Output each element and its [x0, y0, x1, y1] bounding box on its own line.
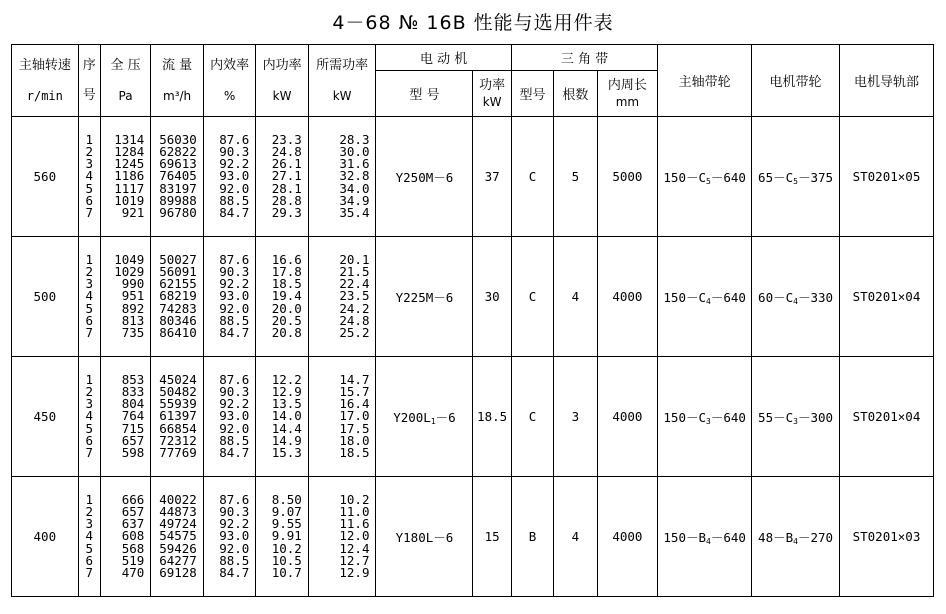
eff-value: 88.5 [219, 552, 250, 568]
reqpower-value: 34.0 [339, 180, 370, 196]
header-belt-type: 型号 [511, 71, 553, 117]
pressure-value: 637 [121, 516, 145, 532]
inpower-value: 14.9 [271, 432, 302, 448]
motor-model-text: Y225M－6 [395, 289, 454, 305]
motor-model-subscript: 1 [430, 416, 436, 426]
motor-model-cell [376, 357, 473, 477]
inpower-value: 20.0 [271, 300, 302, 316]
header-row-1 [12, 45, 934, 71]
seq-list [78, 477, 100, 597]
flow-value: 50027 [159, 251, 197, 267]
seq-value: 1 [85, 251, 93, 267]
inpower-value: 9.07 [271, 503, 302, 519]
seq-value: 4 [85, 528, 93, 544]
reqpower-value: 17.0 [339, 408, 370, 424]
motor-model-cell [376, 477, 473, 597]
reqpower-value: 10.2 [339, 491, 370, 507]
inpower-value: 9.91 [271, 528, 302, 544]
inpower-value: 18.5 [271, 276, 302, 292]
flow-value: 80346 [159, 312, 197, 328]
reqpower-value: 32.8 [339, 168, 370, 184]
seq-value: 3 [85, 396, 93, 412]
main-pulley-tail-text: －640 [710, 529, 746, 545]
eff-value: 84.7 [219, 325, 250, 340]
flow-value: 40022 [159, 491, 197, 507]
main-pulley-cell [658, 237, 752, 357]
pressure-value: 657 [121, 503, 145, 519]
eff-value: 90.3 [219, 503, 250, 519]
flow-value: 96780 [159, 205, 197, 220]
motor-power-cell: 37 [473, 117, 511, 237]
belt-count-cell: 5 [554, 117, 597, 237]
flow-value: 89988 [159, 192, 197, 208]
belt-length-cell: 4000 [597, 237, 658, 357]
seq-value: 3 [85, 156, 93, 172]
seq-value: 7 [85, 325, 93, 340]
header-rail: 电机导轨部 [839, 45, 933, 117]
seq-value: 5 [85, 420, 93, 436]
flow-value: 54575 [159, 528, 197, 544]
eff-value: 92.2 [219, 396, 250, 412]
eff-value: 92.0 [219, 540, 250, 556]
reqpower-value: 25.2 [339, 325, 370, 340]
flow-list [151, 117, 204, 237]
reqpower-value: 28.3 [339, 131, 370, 147]
pressure-value: 519 [121, 552, 145, 568]
table-row [12, 117, 934, 237]
speed-cell: 450 [12, 357, 79, 477]
inpower-value: 15.3 [271, 445, 302, 460]
motor-pulley-cell [752, 237, 840, 357]
main-pulley-tail-text: －640 [710, 169, 746, 185]
seq-value: 2 [85, 383, 93, 399]
inpower-value: 26.1 [271, 156, 302, 172]
flow-value: 61397 [159, 408, 197, 424]
inpower-value: 10.7 [271, 565, 302, 580]
pressure-value: 1117 [114, 180, 145, 196]
reqpower-value: 12.4 [339, 540, 370, 556]
main-pulley-sub-text: 4 [706, 536, 711, 546]
seq-list [78, 357, 100, 477]
inpower-value: 20.5 [271, 312, 302, 328]
inpower-value: 20.8 [271, 325, 302, 340]
header-motor-pulley: 电机带轮 [752, 45, 840, 117]
main-pulley-text: 150－B [663, 529, 707, 545]
motor-pulley-sub-text: 3 [793, 416, 798, 426]
flow-value: 49724 [159, 516, 197, 532]
reqpower-value: 12.9 [339, 565, 370, 580]
motor-pulley-text: 60－C [758, 289, 794, 305]
eff-value: 87.6 [219, 251, 250, 267]
reqpower-value: 18.5 [339, 445, 370, 460]
eff-value: 88.5 [219, 312, 250, 328]
reqpower-value: 20.1 [339, 251, 370, 267]
reqpower-value: 12.0 [339, 528, 370, 544]
belt-type-cell: C [511, 117, 553, 237]
reqpower-value: 23.5 [339, 288, 370, 304]
rail-cell: ST0201×03 [839, 477, 933, 597]
motor-pulley-tail-text: －270 [797, 529, 834, 545]
reqpower-value: 17.5 [339, 420, 370, 436]
internal-power-list [256, 117, 309, 237]
seq-value: 5 [85, 300, 93, 316]
inpower-value: 29.3 [271, 205, 302, 220]
header-efficiency: 内效率 % [203, 45, 256, 117]
flow-value: 56091 [159, 263, 197, 279]
main-pulley-tail-text: －640 [710, 409, 746, 425]
main-pulley-text: 150－C [663, 409, 707, 425]
inpower-value: 14.0 [271, 408, 302, 424]
reqpower-value: 16.4 [339, 396, 370, 412]
inpower-value: 19.4 [271, 288, 302, 304]
pressure-value: 990 [121, 276, 145, 292]
internal-power-list [256, 237, 309, 357]
seq-value: 6 [85, 552, 93, 568]
motor-model-text: Y250M－6 [395, 169, 454, 185]
motor-pulley-text: 48－B [758, 529, 794, 545]
pressure-value: 921 [121, 205, 145, 220]
speed-cell: 500 [12, 237, 79, 357]
header-motor: 电 动 机 [376, 45, 511, 71]
eff-value: 93.0 [219, 168, 250, 184]
inpower-value: 9.55 [271, 516, 302, 532]
efficiency-list [203, 477, 256, 597]
flow-value: 62155 [159, 276, 197, 292]
header-belt: 三 角 带 [511, 45, 657, 71]
flow-value: 74283 [159, 300, 197, 316]
reqpower-value: 11.6 [339, 516, 370, 532]
seq-value: 3 [85, 516, 93, 532]
main-pulley-cell [658, 117, 752, 237]
motor-pulley-cell [752, 357, 840, 477]
pressure-value: 1186 [114, 168, 145, 184]
seq-value: 6 [85, 432, 93, 448]
pressure-value: 470 [121, 565, 145, 580]
motor-model-cell [376, 117, 473, 237]
eff-value: 90.3 [219, 383, 250, 399]
seq-value: 1 [85, 491, 93, 507]
pressure-list [100, 237, 150, 357]
inpower-value: 14.4 [271, 420, 302, 436]
reqpower-value: 30.0 [339, 143, 370, 159]
motor-power-cell: 18.5 [473, 357, 511, 477]
flow-value: 77769 [159, 445, 197, 460]
seq-value: 3 [85, 276, 93, 292]
motor-pulley-tail-text: －300 [797, 409, 834, 425]
pressure-value: 666 [121, 491, 145, 507]
reqpower-value: 22.4 [339, 276, 370, 292]
pressure-value: 833 [121, 383, 145, 399]
seq-value: 6 [85, 312, 93, 328]
pressure-value: 608 [121, 528, 145, 544]
eff-value: 84.7 [219, 205, 250, 220]
main-pulley-tail-text: －640 [710, 289, 746, 305]
main-pulley-sub-text: 5 [706, 176, 711, 186]
pressure-value: 764 [121, 408, 145, 424]
internal-power-list [256, 357, 309, 477]
header-main-pulley: 主轴带轮 [658, 45, 752, 117]
eff-value: 90.3 [219, 143, 250, 159]
flow-value: 83197 [159, 180, 197, 196]
belt-type-cell: B [511, 477, 553, 597]
main-pulley-text: 150－C [663, 169, 707, 185]
flow-value: 72312 [159, 432, 197, 448]
table-row [12, 357, 934, 477]
eff-value: 84.7 [219, 565, 250, 580]
pressure-value: 1049 [114, 251, 145, 267]
required-power-list [308, 357, 376, 477]
flow-value: 69613 [159, 156, 197, 172]
reqpower-value: 12.7 [339, 552, 370, 568]
seq-value: 5 [85, 180, 93, 196]
pressure-value: 598 [121, 445, 145, 460]
required-power-list [308, 477, 376, 597]
table-title: 4－68 № 16B 性能与选用件表 [332, 12, 614, 34]
flow-value: 68219 [159, 288, 197, 304]
header-motor-model: 型 号 [376, 71, 473, 117]
seq-value: 4 [85, 168, 93, 184]
reqpower-value: 24.8 [339, 312, 370, 328]
eff-value: 88.5 [219, 192, 250, 208]
pressure-value: 813 [121, 312, 145, 328]
belt-count-cell: 4 [554, 237, 597, 357]
pressure-value: 1284 [114, 143, 145, 159]
inpower-value: 10.2 [271, 540, 302, 556]
flow-value: 66854 [159, 420, 197, 436]
seq-value: 2 [85, 143, 93, 159]
inpower-value: 23.3 [271, 131, 302, 147]
pressure-value: 657 [121, 432, 145, 448]
inpower-value: 10.5 [271, 552, 302, 568]
seq-value: 7 [85, 565, 93, 580]
main-pulley-sub-text: 3 [706, 416, 711, 426]
reqpower-value: 21.5 [339, 263, 370, 279]
efficiency-list [203, 237, 256, 357]
reqpower-value: 15.7 [339, 383, 370, 399]
pressure-value: 1245 [114, 156, 145, 172]
table-row [12, 237, 934, 357]
reqpower-value: 31.6 [339, 156, 370, 172]
flow-value: 45024 [159, 371, 197, 387]
header-belt-length: 内周长 mm [597, 71, 658, 117]
rail-cell: ST0201×04 [839, 357, 933, 477]
inpower-value: 28.8 [271, 192, 302, 208]
flow-value: 44873 [159, 503, 197, 519]
eff-value: 84.7 [219, 445, 250, 460]
rail-cell: ST0201×04 [839, 237, 933, 357]
flow-value: 69128 [159, 565, 197, 580]
motor-model-text: Y200L [393, 409, 431, 425]
belt-length-cell: 5000 [597, 117, 658, 237]
belt-length-cell: 4000 [597, 477, 658, 597]
belt-type-cell: C [511, 357, 553, 477]
eff-value: 88.5 [219, 432, 250, 448]
motor-model-text: Y180L－6 [395, 529, 454, 545]
pressure-value: 1029 [114, 263, 145, 279]
flow-list [151, 237, 204, 357]
inpower-value: 12.2 [271, 371, 302, 387]
header-belt-count: 根数 [554, 71, 597, 117]
flow-list [151, 477, 204, 597]
reqpower-value: 18.0 [339, 432, 370, 448]
pressure-value: 804 [121, 396, 145, 412]
seq-value: 2 [85, 263, 93, 279]
motor-pulley-cell [752, 117, 840, 237]
header-required-power: 所需功率 kW [308, 45, 376, 117]
pressure-list [100, 117, 150, 237]
performance-table [11, 44, 934, 597]
eff-value: 92.0 [219, 300, 250, 316]
motor-power-cell: 30 [473, 237, 511, 357]
table-row [12, 477, 934, 597]
pressure-value: 735 [121, 325, 145, 340]
seq-list [78, 117, 100, 237]
inpower-value: 27.1 [271, 168, 302, 184]
inpower-value: 8.50 [271, 491, 302, 507]
main-pulley-cell [658, 477, 752, 597]
motor-model-tail: －6 [435, 409, 456, 425]
eff-value: 93.0 [219, 288, 250, 304]
pressure-value: 1314 [114, 131, 145, 147]
seq-value: 4 [85, 408, 93, 424]
header-internal-power: 内功率 kW [256, 45, 309, 117]
inpower-value: 28.1 [271, 180, 302, 196]
inpower-value: 24.8 [271, 143, 302, 159]
belt-count-cell: 4 [554, 477, 597, 597]
inpower-value: 17.8 [271, 263, 302, 279]
pressure-value: 568 [121, 540, 145, 556]
reqpower-value: 34.9 [339, 192, 370, 208]
seq-value: 5 [85, 540, 93, 556]
seq-value: 6 [85, 192, 93, 208]
speed-cell: 560 [12, 117, 79, 237]
header-speed: 主轴转速 r/min [12, 45, 79, 117]
flow-value: 62822 [159, 143, 197, 159]
seq-value: 4 [85, 288, 93, 304]
motor-model-cell [376, 237, 473, 357]
flow-value: 50482 [159, 383, 197, 399]
eff-value: 87.6 [219, 491, 250, 507]
flow-value: 59426 [159, 540, 197, 556]
header-flow: 流 量 m³/h [151, 45, 204, 117]
eff-value: 93.0 [219, 408, 250, 424]
inpower-value: 16.6 [271, 251, 302, 267]
eff-value: 92.2 [219, 276, 250, 292]
pressure-list [100, 357, 150, 477]
flow-value: 55939 [159, 396, 197, 412]
belt-type-cell: C [511, 237, 553, 357]
pressure-value: 951 [121, 288, 145, 304]
pressure-value: 715 [121, 420, 145, 436]
motor-pulley-text: 55－C [758, 409, 794, 425]
main-pulley-text: 150－C [663, 289, 707, 305]
eff-value: 92.2 [219, 156, 250, 172]
flow-value: 64277 [159, 552, 197, 568]
header-seq: 序 号 [78, 45, 100, 117]
flow-value: 76405 [159, 168, 197, 184]
main-pulley-sub-text: 4 [706, 296, 711, 306]
eff-value: 87.6 [219, 131, 250, 147]
inpower-value: 13.5 [271, 396, 302, 412]
eff-value: 92.0 [219, 180, 250, 196]
eff-value: 87.6 [219, 371, 250, 387]
header-pressure: 全 压 Pa [100, 45, 150, 117]
motor-pulley-sub-text: 4 [793, 296, 798, 306]
motor-power-cell: 15 [473, 477, 511, 597]
pressure-value: 892 [121, 300, 145, 316]
rail-cell: ST0201×05 [839, 117, 933, 237]
efficiency-list [203, 117, 256, 237]
pressure-value: 853 [121, 371, 145, 387]
main-pulley-cell [658, 357, 752, 477]
belt-length-cell: 4000 [597, 357, 658, 477]
pressure-list [100, 477, 150, 597]
eff-value: 90.3 [219, 263, 250, 279]
motor-pulley-tail-text: －375 [797, 169, 834, 185]
seq-value: 1 [85, 131, 93, 147]
flow-list [151, 357, 204, 477]
seq-value: 1 [85, 371, 93, 387]
flow-value: 56030 [159, 131, 197, 147]
reqpower-value: 14.7 [339, 371, 370, 387]
efficiency-list [203, 357, 256, 477]
reqpower-value: 35.4 [339, 205, 370, 220]
reqpower-value: 24.2 [339, 300, 370, 316]
pressure-value: 1019 [114, 192, 145, 208]
seq-value: 7 [85, 205, 93, 220]
speed-cell: 400 [12, 477, 79, 597]
seq-value: 2 [85, 503, 93, 519]
seq-list [78, 237, 100, 357]
motor-pulley-tail-text: －330 [797, 289, 834, 305]
motor-pulley-cell [752, 477, 840, 597]
motor-pulley-text: 65－C [758, 169, 794, 185]
motor-pulley-sub-text: 4 [793, 536, 798, 546]
internal-power-list [256, 477, 309, 597]
eff-value: 93.0 [219, 528, 250, 544]
belt-count-cell: 3 [554, 357, 597, 477]
reqpower-value: 11.0 [339, 503, 370, 519]
inpower-value: 12.9 [271, 383, 302, 399]
eff-value: 92.2 [219, 516, 250, 532]
flow-value: 86410 [159, 325, 197, 340]
required-power-list [308, 117, 376, 237]
motor-pulley-sub-text: 5 [793, 176, 798, 186]
eff-value: 92.0 [219, 420, 250, 436]
required-power-list [308, 237, 376, 357]
header-motor-power: 功率 kW [473, 71, 511, 117]
seq-value: 7 [85, 445, 93, 460]
